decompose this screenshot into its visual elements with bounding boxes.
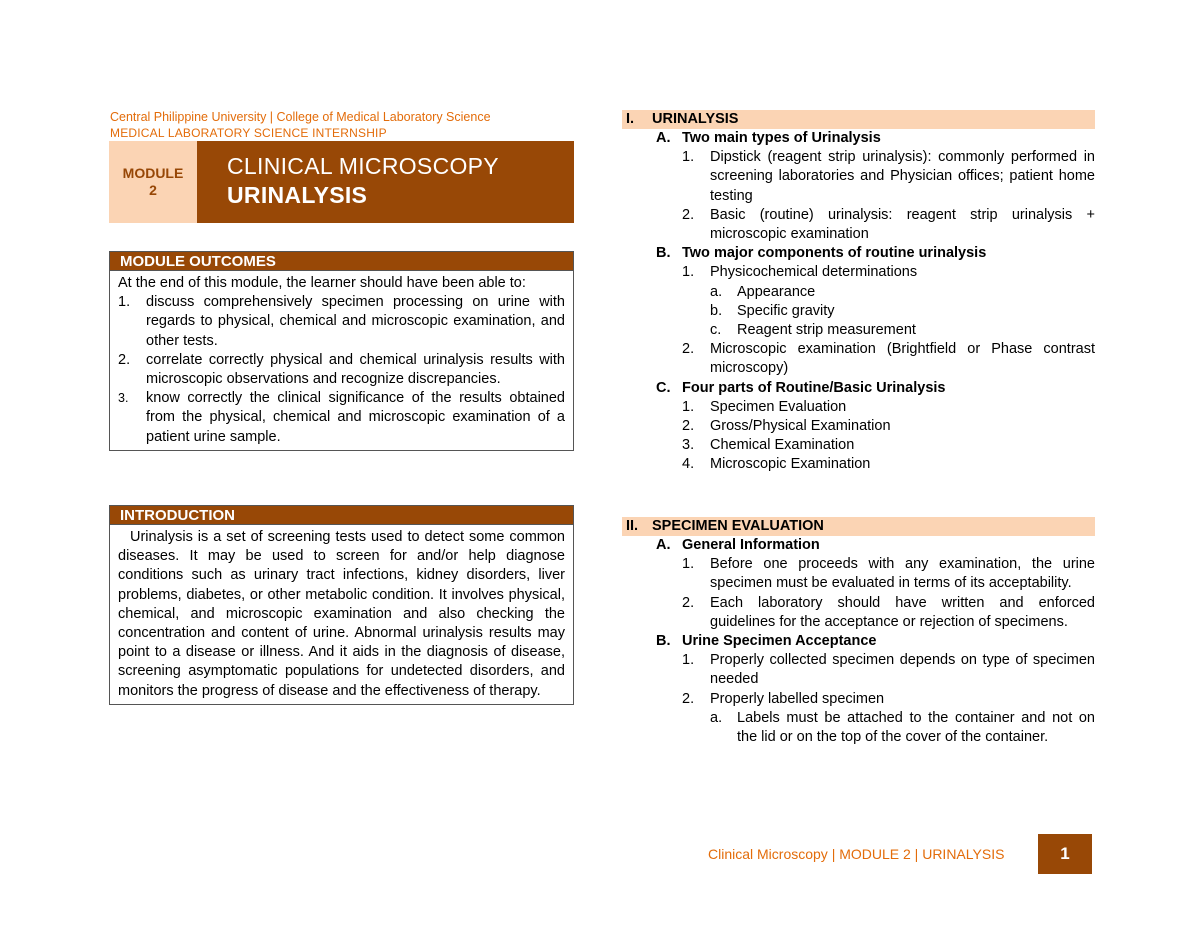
outcome-text: know correctly the clinical significance of the results obtained from the physical, chemical and microscopic examination of a patient urine sample. [146,390,565,445]
section-number: II. [626,518,639,534]
list-number: 1. [682,398,695,415]
module-badge [109,141,197,223]
module-label: MODULE [122,165,184,181]
list-text: Properly collected specimen depends on type of specimen needed [710,652,1095,688]
list-number: 4. [682,456,695,473]
subsection-letter: A. [656,537,671,553]
list-text: Microscopic Examination [710,456,871,473]
outcome-item [118,293,565,351]
list-text: Each laboratory should have written and enforced guidelines for the acceptance or rejection of specimens. [710,594,1095,630]
subsection-title: General Information [682,537,820,553]
introduction-heading: INTRODUCTION [110,506,573,525]
list-text: Gross/Physical Examination [710,418,891,435]
outcome-number: 3. [118,391,129,406]
footer-text: Clinical Microscopy | MODULE 2 | URINALYSIS [708,846,1005,862]
list-item [622,263,1095,282]
banner-subtitle: URINALYSIS [227,182,368,208]
list-text: Properly labelled specimen [710,690,885,707]
subsection-letter: B. [656,245,671,262]
outcome-number: 2. [118,351,131,368]
module-outcomes-intro: At the end of this module, the learner should have been able to: [118,275,526,291]
outcome-item [118,389,565,447]
section-heading [622,517,1095,536]
module-number: 2 [149,182,157,198]
list-text: Chemical Examination [710,437,855,454]
subsection-letter: B. [656,633,671,650]
sub-list-text: Reagent strip measurement [737,322,916,339]
header-program: MEDICAL LABORATORY SCIENCE INTERNSHIP [110,126,387,140]
sub-list-letter: b. [710,302,723,319]
subsection-title: Two major components of routine urinalysis [682,245,987,262]
section-title: URINALYSIS [652,111,739,127]
list-number: 2. [682,418,695,435]
list-number: 1. [682,264,695,281]
sub-list-text: Labels must be attached to the container and not on the lid or on the top of the cover of the container. [737,709,1095,746]
outcome-item [118,351,565,389]
list-text: Dipstick (reagent strip urinalysis): commonly performed in screening laboratories and Physician offices; patient home testing [710,149,1095,204]
section-title: SPECIMEN EVALUATION [652,518,824,534]
subsection-letter: C. [656,379,671,396]
list-text: Specimen Evaluation [710,398,847,415]
module-outcomes-list [118,293,565,447]
subsection-heading [622,536,1095,555]
subsection-heading [622,379,1095,398]
list-text: Physicochemical determinations [710,264,918,281]
list-item [622,436,1095,455]
list-number: 2. [682,341,695,358]
outcome-number: 1. [118,294,131,311]
list-item [622,555,1095,593]
banner-title-block [197,141,574,223]
subsection-title: Two main types of Urinalysis [682,130,881,146]
list-item [622,455,1095,474]
list-item [622,594,1095,632]
list-item [622,148,1095,206]
banner-title: CLINICAL MICROSCOPY [227,153,499,179]
subsection-heading [622,129,1095,148]
introduction-text: Urinalysis is a set of screening tests used to detect some common diseases. It may be used to screen for and/or help diagnose conditions such as urinary tract infections, kidney disorders, liver problems, diabetes, or other metabolic condition. It involves physical, chemical, and microscopic examination and also checking the concentration and content of urine. Abnormal urinalysis results may point to a disease or illness. And it aids in the diagnosis of disease, screening asymptomatic populations for undetected disorders, and monitors the progress of disease and the effectiveness of therapy. [118,529,565,699]
list-item [622,340,1095,378]
list-number: 2. [682,206,695,223]
list-number: 2. [682,594,695,611]
section-urinalysis [622,110,1095,475]
list-number: 2. [682,690,695,707]
section-number: I. [626,111,635,127]
sub-list-item [622,321,1095,340]
page-number: 1 [1038,834,1092,874]
subsection-title: Four parts of Routine/Basic Urinalysis [682,379,946,396]
list-number: 1. [682,652,695,669]
sub-list-item [622,283,1095,302]
sub-list-text: Specific gravity [737,302,835,319]
sub-list-item [622,709,1095,747]
list-item [622,417,1095,436]
section-heading [622,110,1095,129]
module-outcomes-body [110,271,573,450]
module-banner [109,141,574,223]
outcome-text: discuss comprehensively specimen processing on urine with regards to physical, chemical and microscopic examination, and other tests. [146,294,565,349]
list-text: Microscopic examination (Brightfield or Phase contrast microscopy) [710,341,1095,377]
module-outcomes-box [109,251,574,451]
list-number: 1. [682,149,695,166]
sub-list-letter: a. [710,709,723,726]
sub-list-letter: a. [710,283,723,300]
list-number: 3. [682,437,695,454]
list-text: Basic (routine) urinalysis: reagent strip urinalysis + microscopic examination [710,206,1095,243]
section-specimen-evaluation [622,517,1095,747]
subsection-heading [622,632,1095,651]
list-item [622,651,1095,689]
sub-list-text: Appearance [737,283,816,300]
module-outcomes-heading: MODULE OUTCOMES [110,252,573,271]
subsection-title: Urine Specimen Acceptance [682,633,877,650]
introduction-box [109,505,574,705]
header-university: Central Philippine University | College of Medical Laboratory Science [110,110,491,124]
subsection-heading [622,244,1095,263]
sub-list-letter: c. [710,322,722,339]
list-number: 1. [682,556,695,573]
sub-list-item [622,302,1095,321]
outcome-text: correlate correctly physical and chemical urinalysis results with microscopic observations and recognize discrepancies. [146,351,565,388]
list-item [622,398,1095,417]
list-text: Before one proceeds with any examination, the urine specimen must be evaluated in terms of its acceptability. [710,556,1095,592]
list-item [622,690,1095,709]
subsection-letter: A. [656,130,671,146]
list-item [622,206,1095,244]
